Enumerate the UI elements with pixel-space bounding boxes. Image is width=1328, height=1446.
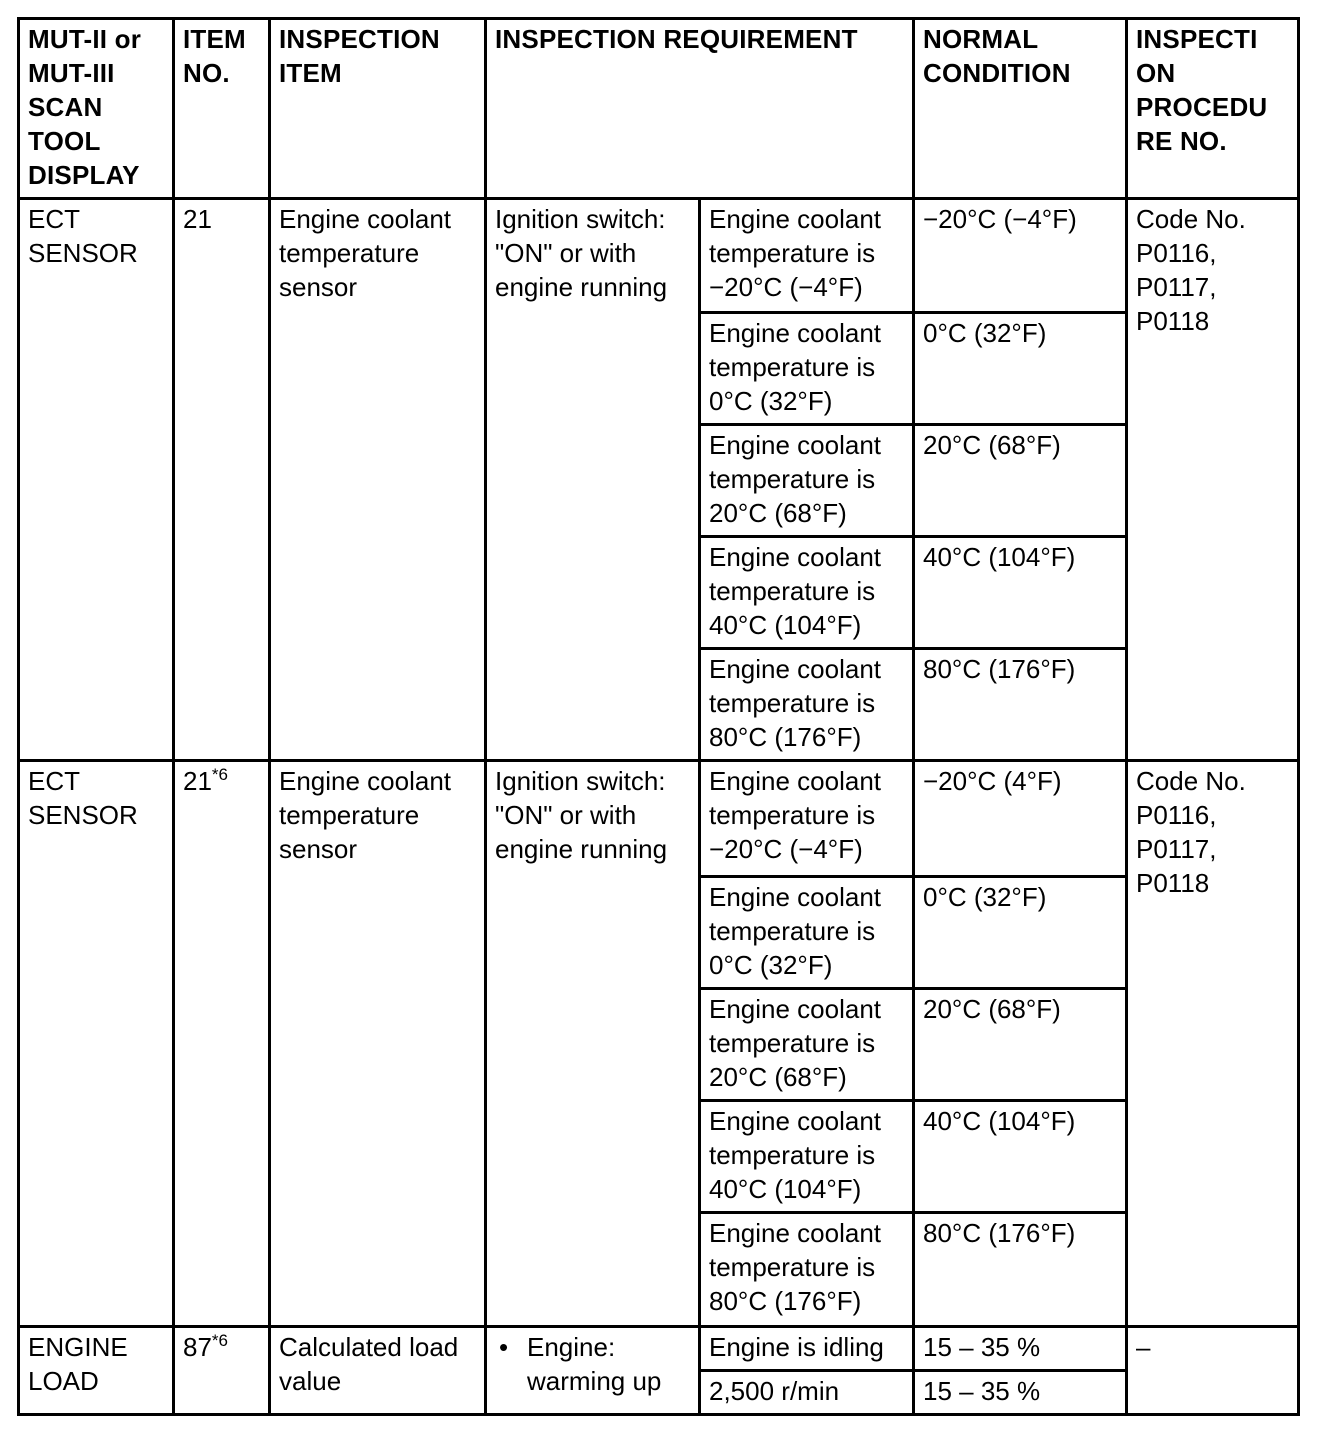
condition-requirement-cell: Engine is idling [700,1327,914,1371]
procedure-no-cell: – [1127,1327,1299,1415]
item-no: 21 [183,204,212,234]
inspection-requirement-cell: Ignition switch: "ON" or with engine running [486,761,700,1327]
header-inspection-item: INSPECTION ITEM [270,19,486,199]
condition-requirement-cell: Engine coolant temperature is −20°C (−4°F) [700,199,914,313]
condition-requirement-cell: Engine coolant temperature is 40°C (104°F) [700,1101,914,1213]
bullet-item [495,1330,692,1398]
scan-tool-display-cell: ECT SENSOR [19,761,174,1327]
inspection-table [17,17,1300,1416]
procedure-no-cell: Code No. P0116, P0117, P0118 [1127,199,1299,761]
header-row [19,19,1299,199]
header-scan-tool-display: MUT-II or MUT-III SCAN TOOL DISPLAY [19,19,174,199]
bullet-text: Engine: warming up [527,1332,662,1396]
scan-tool-display-cell: ENGINE LOAD [19,1327,174,1415]
normal-condition-cell: 40°C (104°F) [914,1101,1127,1213]
item-no-footnote: *6 [211,765,228,784]
table-row [19,761,1299,877]
condition-requirement-cell: Engine coolant temperature is 0°C (32°F) [700,877,914,989]
normal-condition-cell: 20°C (68°F) [914,989,1127,1101]
item-no-cell [174,1327,270,1415]
normal-condition-cell: 80°C (176°F) [914,1213,1127,1327]
condition-requirement-cell: Engine coolant temperature is 0°C (32°F) [700,313,914,425]
inspection-item-cell: Engine coolant temperature sensor [270,199,486,761]
condition-requirement-cell: 2,500 r/min [700,1371,914,1415]
inspection-item-cell: Calculated load value [270,1327,486,1415]
inspection-requirement-cell [486,1327,700,1415]
normal-condition-cell: 15 – 35 % [914,1371,1127,1415]
item-no-cell [174,761,270,1327]
header-normal-condition: NORMAL CONDITION [914,19,1127,199]
header-item-no: ITEM NO. [174,19,270,199]
inspection-table-page [17,17,1300,1416]
item-no-cell [174,199,270,761]
condition-requirement-cell: Engine coolant temperature is 20°C (68°F) [700,425,914,537]
condition-requirement-cell: Engine coolant temperature is 20°C (68°F) [700,989,914,1101]
condition-requirement-cell: Engine coolant temperature is 80°C (176°F) [700,649,914,761]
inspection-item-cell: Engine coolant temperature sensor [270,761,486,1327]
normal-condition-cell: −20°C (4°F) [914,761,1127,877]
normal-condition-cell: 80°C (176°F) [914,649,1127,761]
condition-requirement-cell: Engine coolant temperature is 40°C (104°F) [700,537,914,649]
inspection-requirement-cell: Ignition switch: "ON" or with engine running [486,199,700,761]
bullet-dot: • [499,1332,509,1362]
condition-requirement-cell: Engine coolant temperature is 80°C (176°F) [700,1213,914,1327]
table-row [19,199,1299,313]
procedure-no-cell: Code No. P0116, P0117, P0118 [1127,761,1299,1327]
header-inspection-requirement: INSPECTION REQUIREMENT [486,19,914,199]
header-inspection-procedure-no: INSPECTI ON PROCEDU RE NO. [1127,19,1299,199]
normal-condition-cell: 0°C (32°F) [914,313,1127,425]
normal-condition-cell: 0°C (32°F) [914,877,1127,989]
normal-condition-cell: 40°C (104°F) [914,537,1127,649]
scan-tool-display-cell: ECT SENSOR [19,199,174,761]
condition-requirement-cell: Engine coolant temperature is −20°C (−4°F) [700,761,914,877]
item-no: 21 [183,766,212,796]
normal-condition-cell: 15 – 35 % [914,1327,1127,1371]
normal-condition-cell: 20°C (68°F) [914,425,1127,537]
item-no-footnote: *6 [211,1331,228,1350]
normal-condition-cell: −20°C (−4°F) [914,199,1127,313]
table-row [19,1327,1299,1371]
item-no: 87 [183,1332,212,1362]
